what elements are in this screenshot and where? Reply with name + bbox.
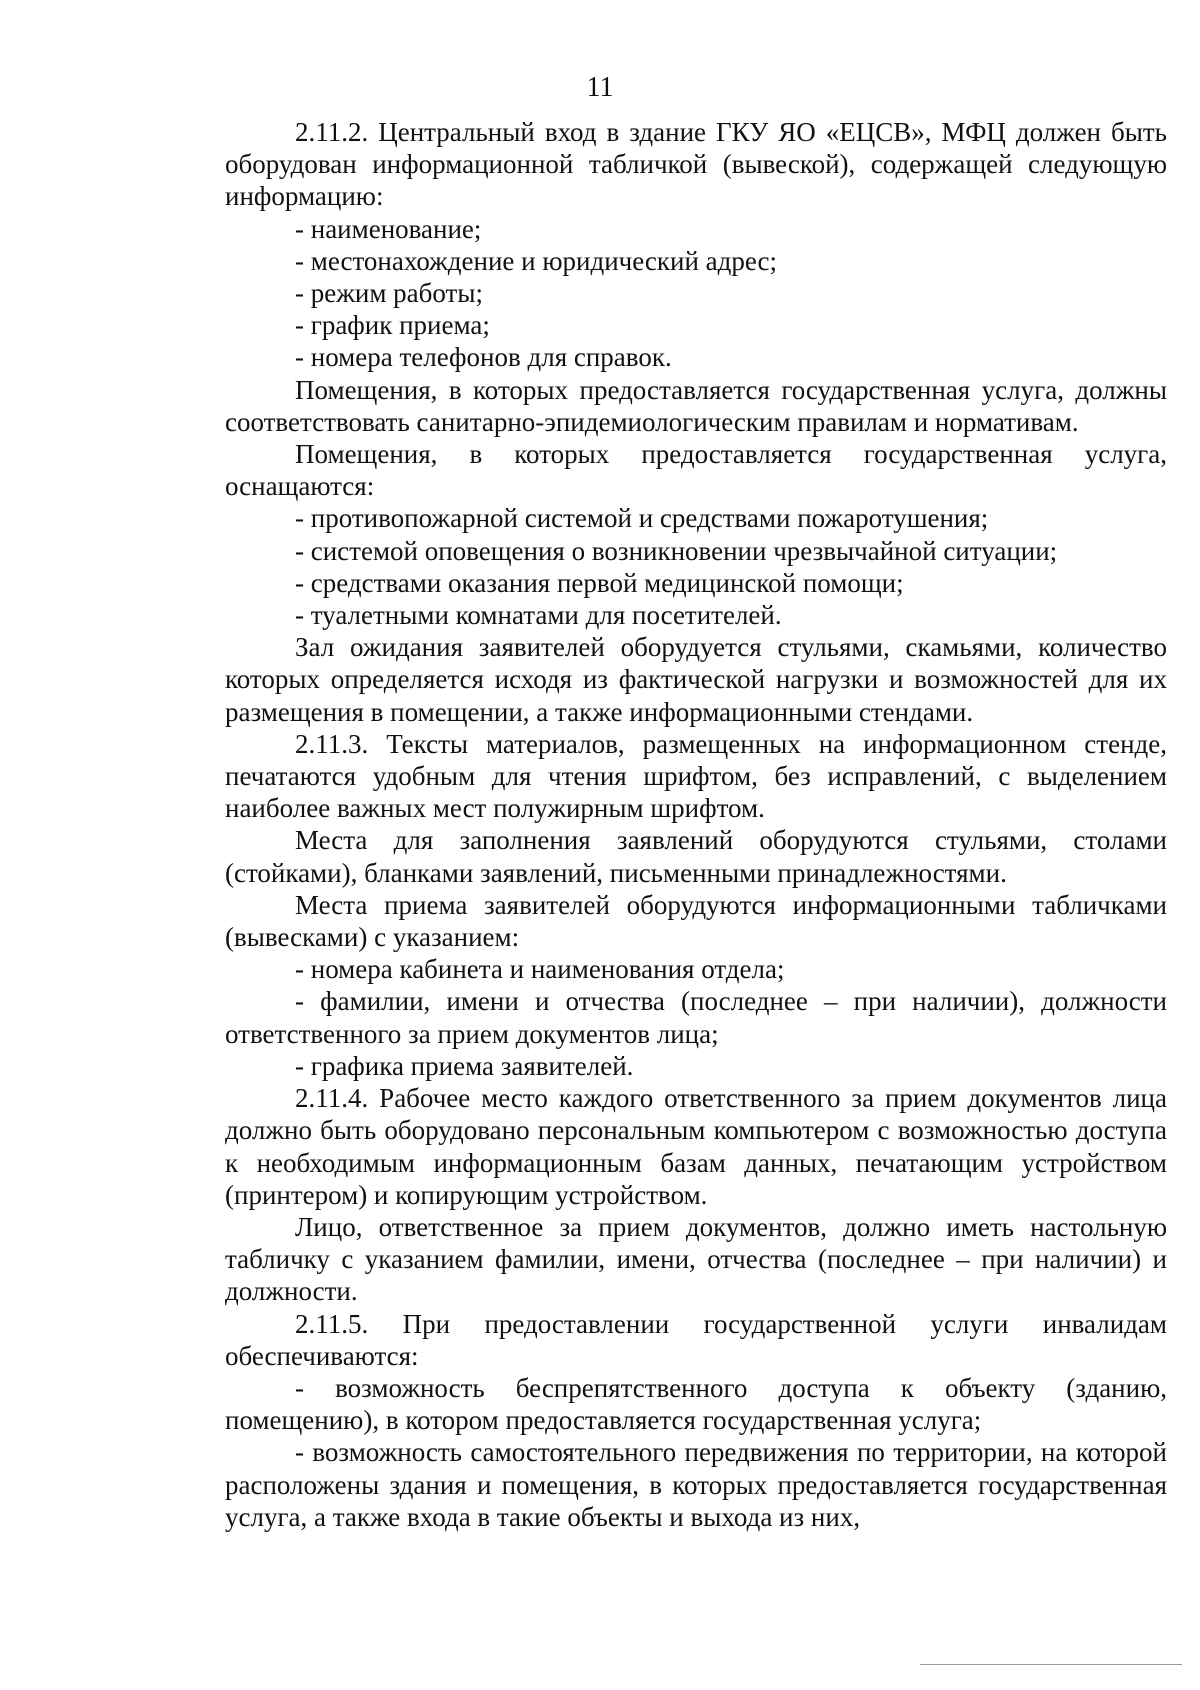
- list-item: - системой оповещения о возникновении чрезвычайной ситуации;: [295, 535, 1058, 566]
- paragraph-2-11-5: 2.11.5. При предоставлении государственной услуги инвалидам обеспечиваются:: [225, 1308, 1167, 1371]
- paragraph: Помещения, в которых предоставляется государственная услуга, оснащаются:: [225, 439, 1167, 502]
- document-body: [225, 116, 1167, 1533]
- list-item: - возможность самостоятельного передвижения по территории, на которой расположены здания и помещения, в которых предоставляется государственная услуга, а также входа в такие объекты и выхода из них,: [225, 1437, 1167, 1532]
- page-number: 11: [586, 72, 614, 103]
- list-item: - туалетными комнатами для посетителей.: [295, 600, 782, 631]
- paragraph-2-11-4: 2.11.4. Рабочее место каждого ответственного за прием документов лица должно быть оборудовано персональным компьютером с возможностью доступа к необходимым информационным базам данных, печатающим устройством (принтером) и копирующим устройством.: [225, 1083, 1167, 1210]
- list-item: - местонахождение и юридический адрес;: [295, 245, 778, 276]
- bottom-rule: [920, 1664, 1182, 1665]
- list-item: - режим работы;: [295, 278, 483, 309]
- list-item: - наименование;: [295, 213, 482, 244]
- paragraph: Места приема заявителей оборудуются информационными табличками (вывесками) с указанием:: [225, 889, 1167, 953]
- list-item: - возможность беспрепятственного доступа к объекту (зданию, помещению), в котором предоставляется государственная услуга;: [225, 1372, 1167, 1436]
- list-item: - графика приема заявителей.: [295, 1050, 634, 1081]
- paragraph: Лицо, ответственное за прием документов, должно иметь настольную табличку с указанием фамилии, имени, отчества (последнее – при наличии) и должности.: [225, 1211, 1167, 1307]
- list-item: - противопожарной системой и средствами пожаротушения;: [295, 503, 989, 534]
- paragraph: Помещения, в которых предоставляется государственная услуга, должны соответствовать санитарно-эпидемиологическим правилам и нормативам.: [225, 374, 1167, 437]
- paragraph: Зал ожидания заявителей оборудуется стульями, скамьями, количество которых определяется исходя из фактической нагрузки и возможностей для их размещения в помещении, а также информационными стендами.: [225, 632, 1167, 727]
- paragraph-2-11-2: 2.11.2. Центральный вход в здание ГКУ ЯО «ЕЦСВ», МФЦ должен быть оборудован информационной табличкой (вывеской), содержащей следующую информацию:: [225, 117, 1167, 212]
- list-item: - номера кабинета и наименования отдела;: [295, 954, 785, 985]
- list-item: - средствами оказания первой медицинской помощи;: [295, 567, 904, 598]
- list-item: - график приема;: [295, 310, 490, 341]
- paragraph-2-11-3: 2.11.3. Тексты материалов, размещенных на информационном стенде, печатаются удобным для чтения шрифтом, без исправлений, с выделением наиболее важных мест полужирным шрифтом.: [225, 728, 1167, 824]
- paragraph: Места для заполнения заявлений оборудуются стульями, столами (стойками), бланками заявлений, письменными принадлежностями.: [225, 825, 1167, 888]
- list-item: - фамилии, имени и отчества (последнее – при наличии), должности ответственного за прием документов лица;: [225, 986, 1167, 1049]
- list-item: - номера телефонов для справок.: [295, 342, 672, 373]
